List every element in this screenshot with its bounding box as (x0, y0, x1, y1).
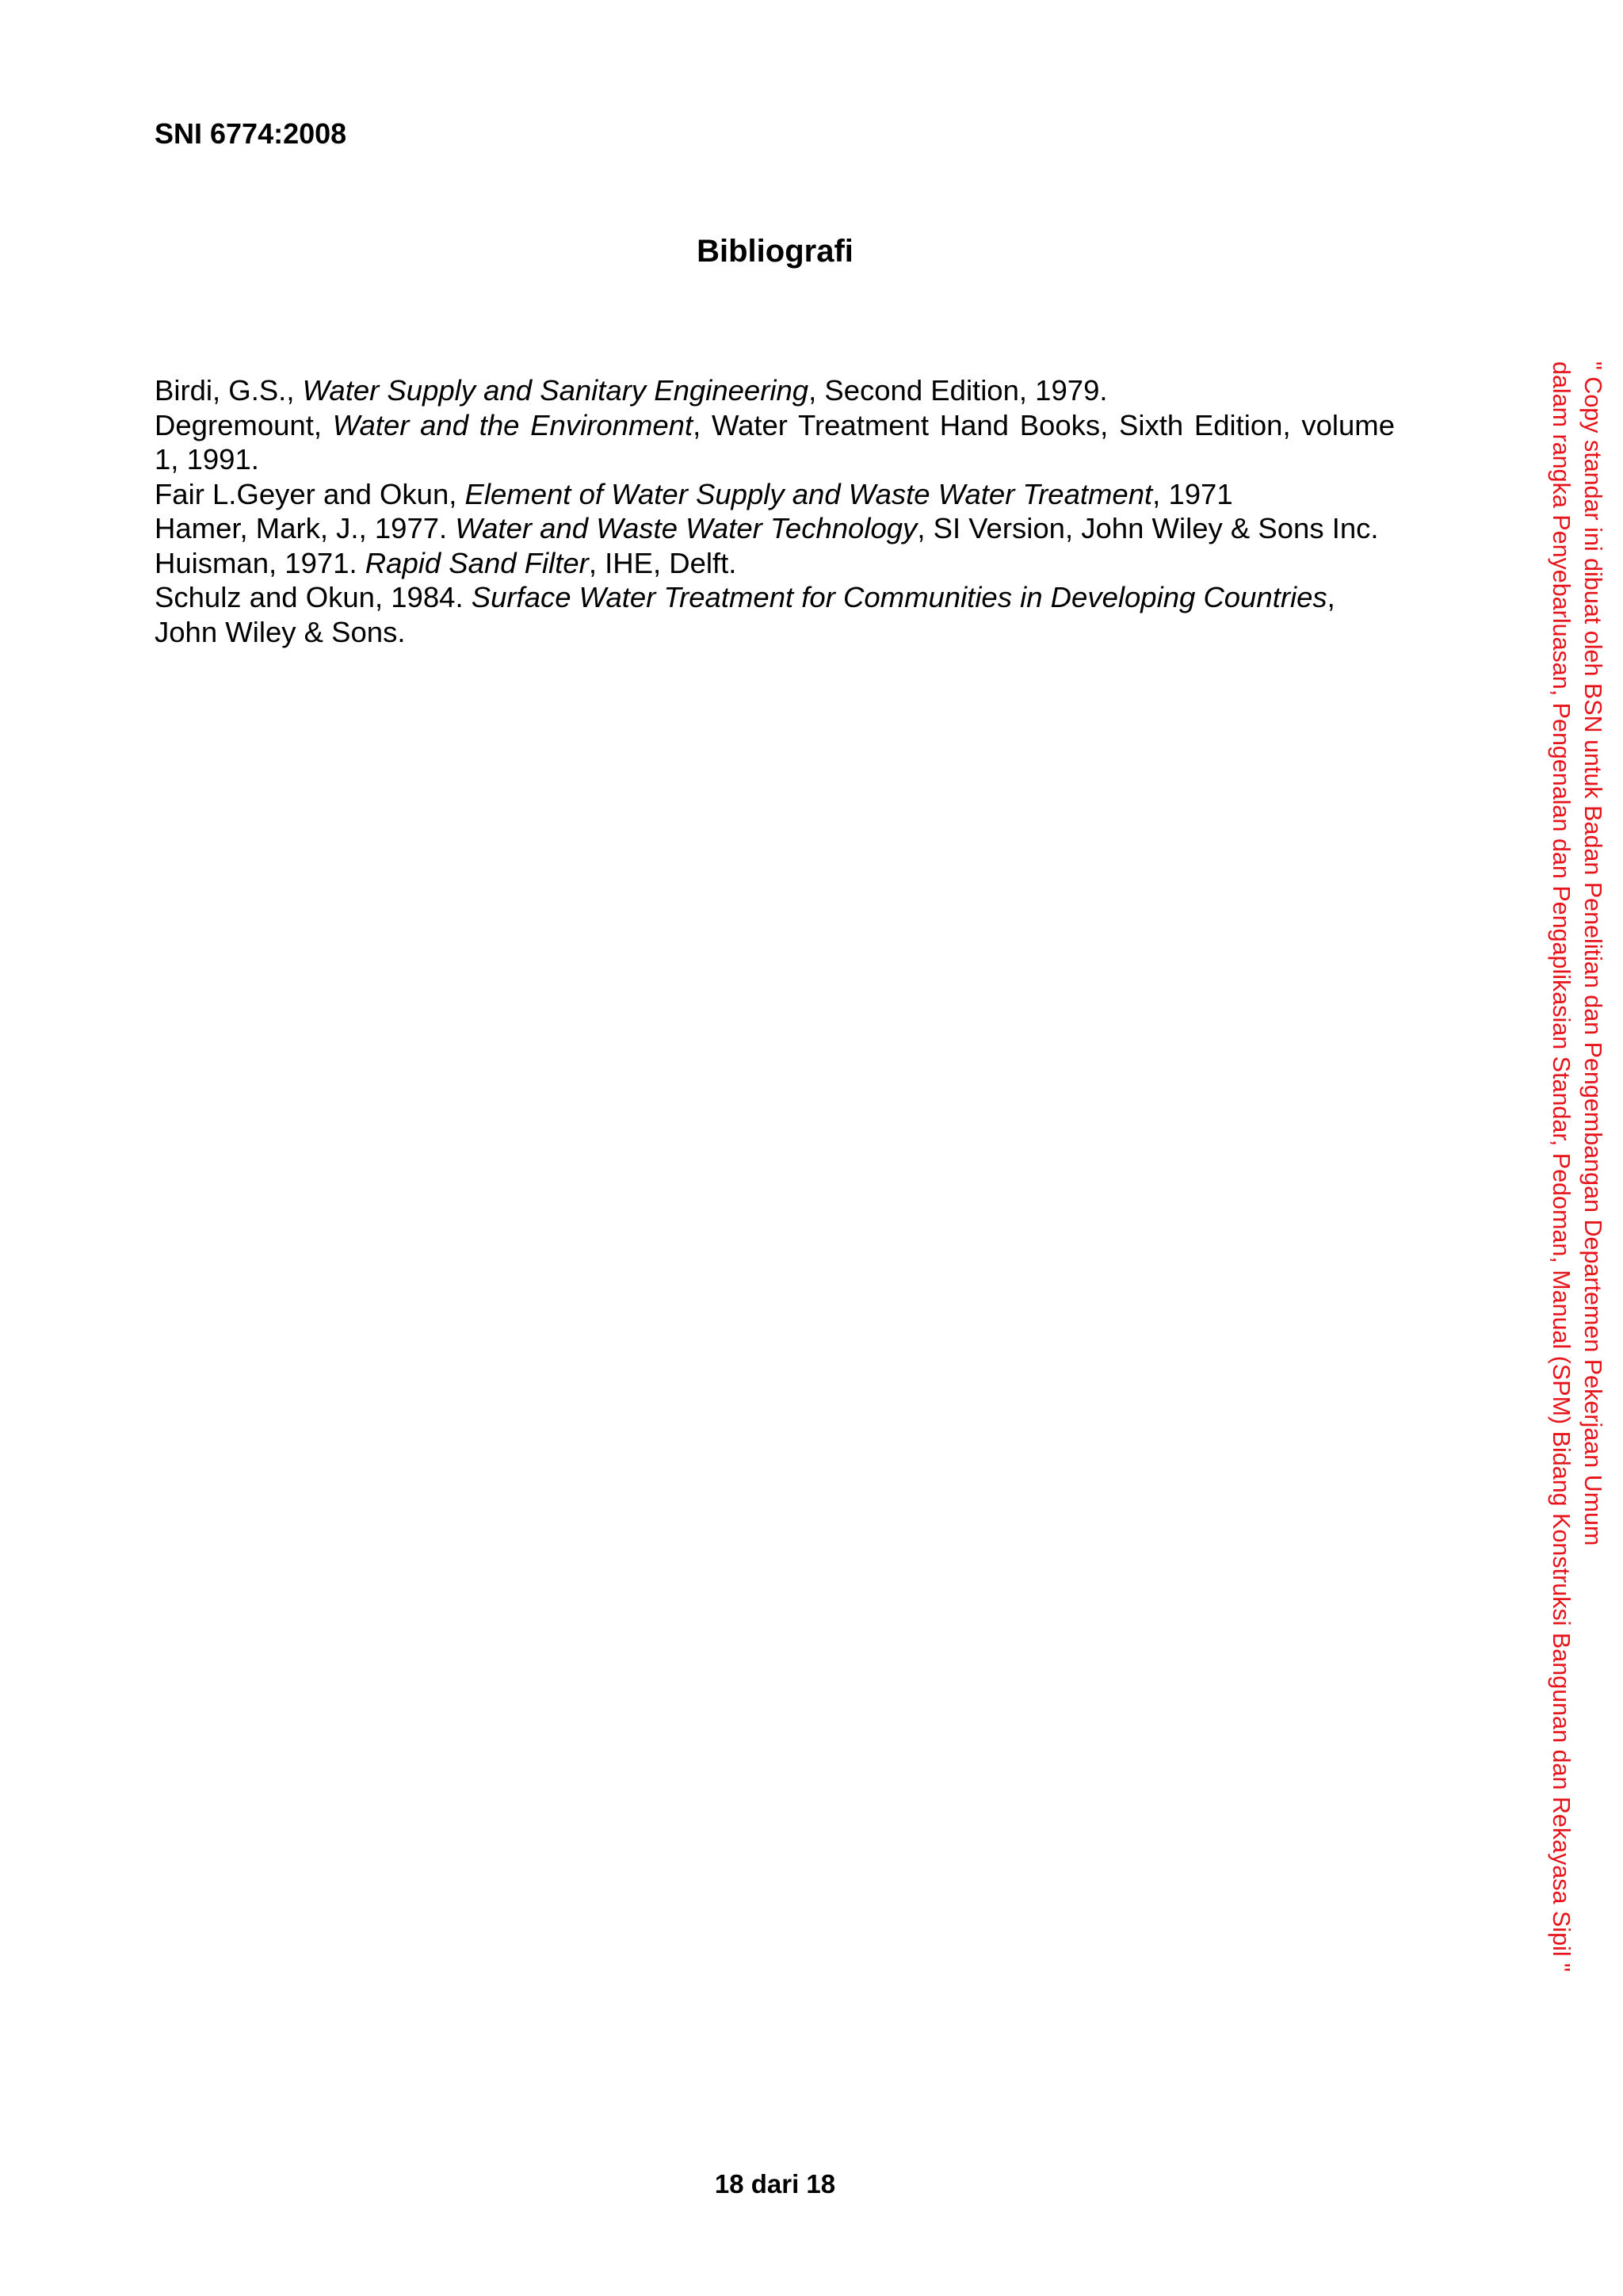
watermark-line-2: dalam rangka Penyebarluasan, Pengenalan dan Pengaplikasian Standar, Pedoman, Manual (SPM) Bidang Konstruksi Bangunan dan Rekayasa Sipil " (1548, 361, 1575, 1972)
watermark-line-1: " Copy standar ini dibuat oleh BSN untuk Badan Penelitian dan Pengembangan Departemen Pekerjaan Umum (1579, 361, 1606, 1546)
bibliography-entry (155, 408, 1395, 477)
entry-author: Hamer, Mark, J., 1977. (155, 512, 456, 544)
bibliography-entry (155, 546, 1395, 581)
document-code: SNI 6774:2008 (155, 117, 347, 150)
entry-title: Surface Water Treatment for Communities in Developing Countries (471, 581, 1327, 613)
bibliography-entry (155, 477, 1395, 512)
entry-author: Fair L.Geyer and Okun, (155, 477, 465, 510)
entry-details: , Second Edition, 1979. (808, 374, 1108, 407)
entry-details: , 1971 (1152, 477, 1233, 510)
entry-title: Water and the Environment (332, 408, 693, 441)
entry-title: Element of Water Supply and Waste Water Treatment (464, 477, 1153, 510)
bibliography-entry (155, 511, 1395, 546)
entry-author: Schulz and Okun, 1984. (155, 581, 472, 613)
entry-details: , Water Treatment Hand Books, Sixth Edition, volume 1, 1991. (155, 408, 1395, 476)
entry-title: Rapid Sand Filter (365, 546, 589, 579)
entry-title: Water and Waste Water Technology (455, 512, 918, 544)
entry-details: , SI Version, John Wiley & Sons Inc. (917, 512, 1379, 544)
entry-author: Birdi, G.S., (155, 374, 303, 407)
bibliography-entry (155, 373, 1395, 408)
entry-title: Water Supply and Sanitary Engineering (302, 374, 809, 407)
entry-details: , IHE, Delft. (588, 546, 737, 579)
page-title: Bibliografi (697, 234, 854, 269)
bibliography-list (155, 373, 1395, 649)
entry-author: Huisman, 1971. (155, 546, 365, 579)
entry-author: Degremount, (155, 408, 333, 441)
page-number: 18 dari 18 (714, 2169, 836, 2199)
bibliography-entry (155, 580, 1395, 649)
entry-details: , John Wiley & Sons. (155, 581, 1335, 648)
copyright-watermark (1545, 361, 1609, 1972)
